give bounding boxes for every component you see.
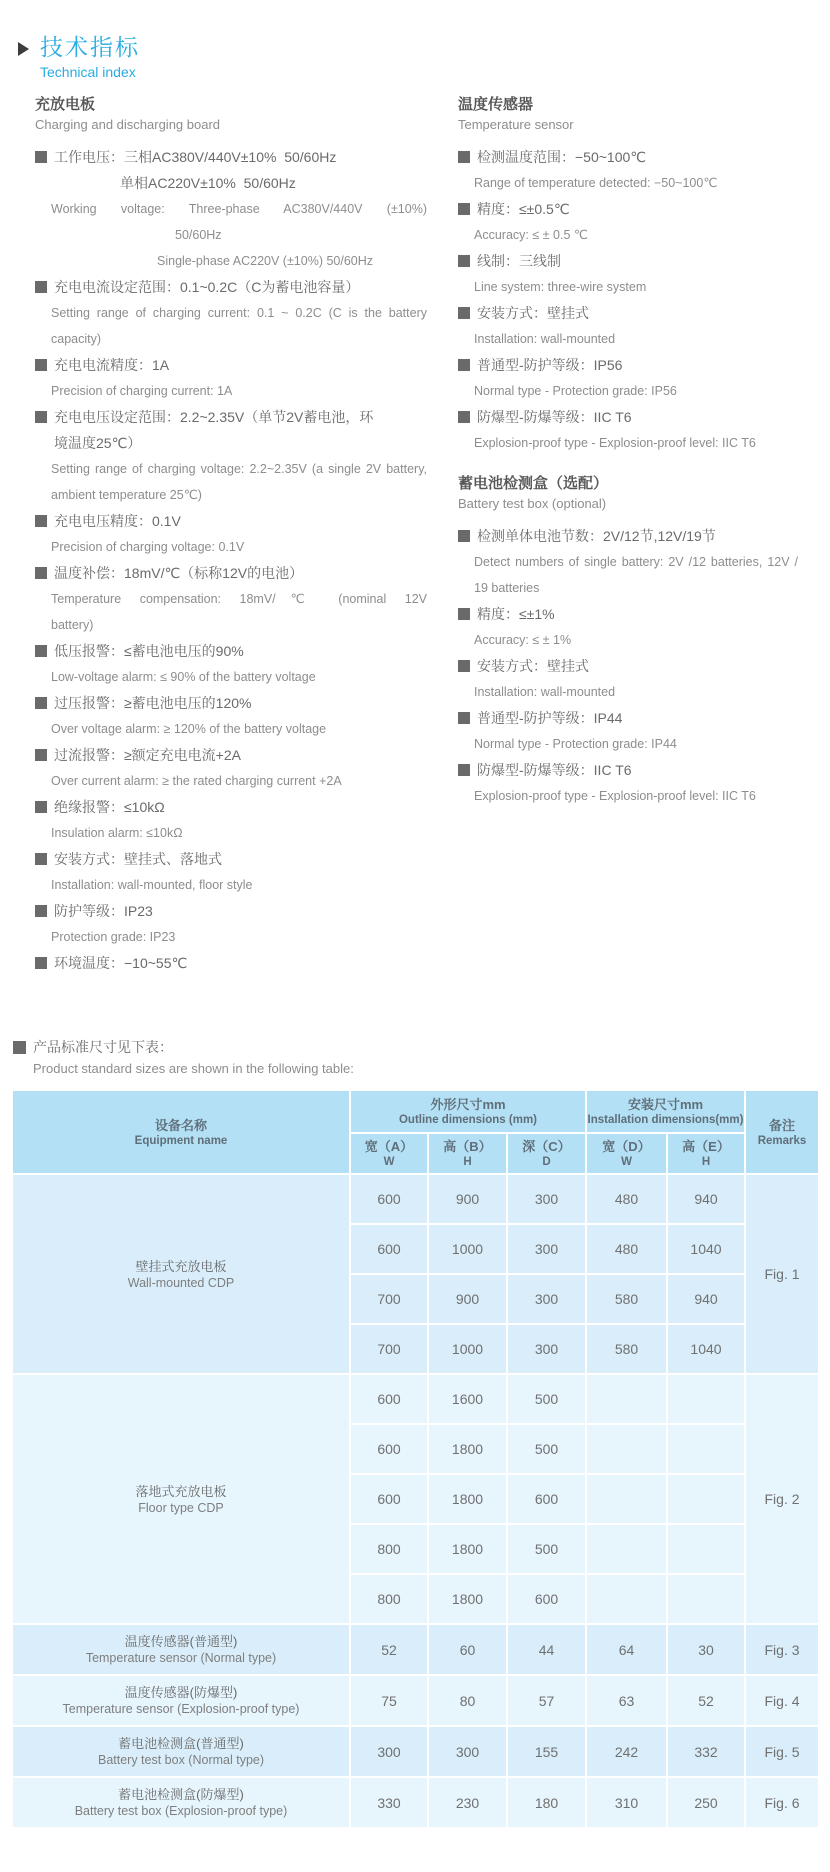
col-header-width-d (586, 1133, 667, 1174)
dim-cell: 480 (586, 1174, 667, 1224)
spec-line (51, 716, 427, 742)
spec-line (51, 300, 427, 352)
dim-cell: 30 (667, 1624, 745, 1675)
col-header-height-e (667, 1133, 745, 1174)
dim-cell: 180 (507, 1777, 586, 1828)
dim-cell: 64 (586, 1624, 667, 1675)
spec-text: Low-voltage alarm: ≤ 90% of the battery voltage (51, 670, 316, 684)
spec-line (51, 456, 427, 508)
col-header-depth-c-en: D (542, 1156, 551, 1168)
dim-cell: 500 (507, 1374, 586, 1424)
bullet-square-icon (35, 515, 47, 527)
dim-cell: 1040 (667, 1324, 745, 1374)
table-row (12, 1374, 819, 1424)
dim-cell: 600 (350, 1224, 428, 1274)
col-header-install (586, 1090, 745, 1133)
table-row (12, 1174, 819, 1224)
dim-cell (586, 1524, 667, 1574)
spec-line (458, 115, 798, 135)
spec-text: Protection grade: IP23 (51, 930, 176, 944)
spec-line (458, 757, 798, 783)
bullet-square-icon (458, 411, 470, 423)
spec-text: 蓄电池检测盒（选配） (458, 475, 609, 492)
page-title: 技术指标 (40, 34, 140, 60)
spec-text: Working voltage: Three-phase AC380V/440V (±10%) (51, 202, 427, 216)
equipment-name-cell (12, 1726, 350, 1777)
dim-cell (667, 1474, 745, 1524)
spec-line (458, 494, 798, 514)
spec-line (51, 612, 427, 638)
dim-cell: 500 (507, 1524, 586, 1574)
spec-text: 充放电板 (35, 96, 96, 113)
bullet-square-icon (458, 203, 470, 215)
col-header-install-en: Installation dimensions(mm) (587, 1114, 744, 1126)
spec-line (458, 248, 798, 274)
equipment-name-zh: 落地式充放电板 (135, 1483, 227, 1499)
spec-line (458, 144, 798, 170)
dim-cell (586, 1374, 667, 1424)
spec-text: 充电电压精度：0.1V (54, 513, 181, 529)
spec-text: Temperature compensation: 18mV/℃ (nominal 12V (51, 592, 427, 606)
dim-cell: 300 (507, 1274, 586, 1324)
page-titles (40, 34, 140, 80)
spec-line (458, 300, 798, 326)
spec-line (51, 820, 427, 846)
spec-text: 环境温度：−10~55℃ (54, 955, 188, 971)
dim-cell: 700 (350, 1324, 428, 1374)
bullet-square-icon (35, 957, 47, 969)
dim-cell: 600 (507, 1574, 586, 1624)
bullet-square-icon (35, 151, 47, 163)
equipment-name-en: Wall-mounted CDP (127, 1275, 235, 1290)
spec-line (35, 115, 427, 135)
spec-text: Installation: wall-mounted (474, 685, 616, 699)
col-header-equipment (12, 1090, 350, 1174)
spec-line (35, 95, 427, 115)
dim-cell: 600 (507, 1474, 586, 1524)
equipment-name-en: Temperature sensor (Explosion-proof type) (62, 1702, 300, 1716)
spec-text: Setting range of charging voltage: 2.2~2.35V (a single 2V battery, ambient temperature 25℃) (51, 462, 427, 502)
equipment-name-cell (12, 1624, 350, 1675)
equipment-name-cell (12, 1174, 350, 1374)
dim-cell: 480 (586, 1224, 667, 1274)
spec-text: Charging and discharging board (35, 117, 221, 132)
dim-cell: 800 (350, 1574, 428, 1624)
dim-cell: 310 (586, 1777, 667, 1828)
remark-cell: Fig. 2 (745, 1374, 819, 1624)
col-header-width-a (350, 1133, 428, 1174)
equipment-name-zh: 蓄电池检测盒(防爆型) (118, 1787, 244, 1802)
spec-text: 50/60Hz (175, 228, 222, 242)
remark-cell: Fig. 4 (745, 1675, 819, 1726)
dim-cell: 230 (428, 1777, 507, 1828)
spec-text: Accuracy: ≤ ± 0.5 ℃ (474, 228, 588, 242)
dim-cell: 1600 (428, 1374, 507, 1424)
spec-text: Insulation alarm: ≤10kΩ (51, 826, 183, 840)
col-header-install-zh: 安装尺寸mm (627, 1097, 704, 1112)
spec-line (51, 586, 427, 612)
dim-cell: 580 (586, 1324, 667, 1374)
spec-line (35, 638, 427, 664)
spec-text: Battery test box (optional) (458, 496, 607, 511)
spec-text: 绝缘报警：≤10kΩ (54, 799, 165, 815)
spec-line (35, 950, 427, 976)
dim-cell: 60 (428, 1624, 507, 1675)
spec-line (120, 170, 427, 196)
spec-text: 精度：≤±0.5℃ (477, 201, 570, 217)
spec-line (175, 222, 427, 248)
spec-text: Single-phase AC220V (±10%) 50/60Hz (157, 254, 374, 268)
spec-text: 检测单体电池节数：2V/12节,12V/19节 (477, 528, 716, 544)
dim-cell: 600 (350, 1374, 428, 1424)
dim-cell: 580 (586, 1274, 667, 1324)
spec-text: 工作电压：三相AC380V/440V±10% 50/60Hz (54, 149, 337, 165)
bullet-square-icon (458, 764, 470, 776)
bullet-square-icon (458, 660, 470, 672)
bullet-square-icon (458, 530, 470, 542)
bullet-square-icon (35, 359, 47, 371)
spec-text: 安装方式：壁挂式 (477, 305, 589, 321)
table-row (12, 1777, 819, 1828)
dim-cell: 1800 (428, 1524, 507, 1574)
bullet-square-icon (458, 151, 470, 163)
dim-cell (667, 1524, 745, 1574)
dim-cell (586, 1474, 667, 1524)
col-header-outline (350, 1090, 586, 1133)
spec-text: 温度补偿：18mV/℃（标称12V的电池） (54, 565, 304, 581)
spec-line (458, 196, 798, 222)
spec-text: Over voltage alarm: ≥ 120% of the battery voltage (51, 722, 327, 736)
bullet-square-icon (35, 567, 47, 579)
spec-text: 普通型-防护等级：IP44 (477, 710, 623, 726)
remark-cell: Fig. 3 (745, 1624, 819, 1675)
dim-cell: 700 (350, 1274, 428, 1324)
dim-cell: 940 (667, 1274, 745, 1324)
spec-line (458, 601, 798, 627)
dim-cell: 940 (667, 1174, 745, 1224)
spec-text: 充电电流精度：1A (54, 357, 170, 373)
equipment-name-cell (12, 1777, 350, 1828)
dim-cell: 52 (667, 1675, 745, 1726)
spec-text: Installation: wall-mounted, floor style (51, 878, 253, 892)
dim-cell: 1040 (667, 1224, 745, 1274)
page-header (18, 34, 140, 80)
spec-line (474, 326, 798, 352)
dim-cell: 332 (667, 1726, 745, 1777)
dim-cell: 300 (507, 1324, 586, 1374)
spec-text: 过流报警：≥额定充电电流+2A (54, 747, 241, 763)
spec-line (54, 430, 427, 456)
spec-column-right (458, 95, 798, 809)
dim-cell (667, 1374, 745, 1424)
col-header-remarks-zh: 备注 (769, 1117, 796, 1133)
dim-cell: 800 (350, 1524, 428, 1574)
bullet-square-icon (35, 281, 47, 293)
spec-line (35, 508, 427, 534)
equipment-name-cell (12, 1675, 350, 1726)
col-header-width-a-zh: 宽（A） (364, 1139, 414, 1154)
equipment-name-en: Battery test box (Explosion-proof type) (74, 1804, 288, 1818)
spec-text: 防爆型-防爆等级：IIC T6 (477, 409, 632, 425)
spec-line (35, 898, 427, 924)
page-subtitle: Technical index (40, 64, 136, 80)
bullet-square-icon (35, 645, 47, 657)
dim-cell: 242 (586, 1726, 667, 1777)
spec-line (458, 523, 798, 549)
equipment-name-en: Battery test box (Normal type) (97, 1753, 265, 1767)
spec-line (458, 404, 798, 430)
dim-cell (667, 1424, 745, 1474)
dim-cell: 80 (428, 1675, 507, 1726)
dim-cell: 75 (350, 1675, 428, 1726)
equipment-name-cell (12, 1374, 350, 1624)
spec-text: Explosion-proof type - Explosion-proof level: IIC T6 (474, 789, 756, 803)
col-header-height-b-zh: 高（B） (443, 1139, 492, 1154)
bullet-square-icon (458, 608, 470, 620)
dim-cell: 600 (350, 1474, 428, 1524)
spec-text: 单相AC220V±10% 50/60Hz (120, 175, 296, 191)
dim-cell: 1800 (428, 1574, 507, 1624)
spec-text: Temperature sensor (458, 117, 574, 132)
col-header-equipment-zh: 设备名称 (154, 1117, 207, 1133)
spec-line (474, 783, 798, 809)
section-arrow-icon (18, 42, 29, 56)
spec-line (35, 846, 427, 872)
spec-text: 安装方式：壁挂式 (477, 658, 589, 674)
col-header-height-b-en: H (463, 1156, 472, 1168)
equipment-name-zh: 温度传感器(防爆型) (124, 1685, 238, 1700)
spec-text: 精度：≤±1% (477, 606, 555, 622)
dim-cell: 52 (350, 1624, 428, 1675)
dim-cell: 500 (507, 1424, 586, 1474)
col-header-width-d-en: W (621, 1156, 632, 1168)
table-row (12, 1726, 819, 1777)
spec-line (157, 248, 427, 274)
bullet-square-icon (35, 697, 47, 709)
spec-line (474, 731, 798, 757)
bullet-square-icon (458, 307, 470, 319)
spec-line (51, 196, 427, 222)
spec-line (35, 144, 427, 170)
spec-line (35, 274, 427, 300)
col-header-outline-zh: 外形尺寸mm (430, 1097, 506, 1112)
spec-line (51, 534, 427, 560)
col-header-equipment-en: Equipment name (134, 1134, 228, 1147)
dim-cell: 300 (507, 1174, 586, 1224)
equipment-name-zh: 壁挂式充放电板 (135, 1258, 227, 1274)
spec-text: Normal type - Protection grade: IP44 (474, 737, 677, 751)
spec-text: 安装方式：壁挂式、落地式 (54, 851, 222, 867)
spec-text: 充电电压设定范围：2.2~2.35V（单节2V蓄电池，环 (54, 409, 374, 425)
bullet-square-icon (35, 905, 47, 917)
spec-line (474, 627, 798, 653)
spec-text: Over current alarm: ≥ the rated charging current +2A (51, 774, 342, 788)
bullet-square-icon (458, 359, 470, 371)
spec-line (35, 352, 427, 378)
equipment-name-en: Floor type CDP (138, 1500, 224, 1515)
bullet-square-icon (35, 853, 47, 865)
spec-text: 防爆型-防爆等级：IIC T6 (477, 762, 632, 778)
dim-cell (667, 1574, 745, 1624)
dim-cell (586, 1424, 667, 1474)
col-header-height-e-en: H (701, 1156, 711, 1168)
spec-text: 检测温度范围：−50~100℃ (477, 149, 647, 165)
spec-line (474, 679, 798, 705)
bullet-square-icon (13, 1041, 26, 1054)
spec-text: battery) (51, 618, 94, 632)
bullet-square-icon (35, 749, 47, 761)
col-header-width-a-en: W (383, 1156, 395, 1168)
col-header-width-d-zh: 宽（D） (602, 1139, 651, 1154)
col-header-remarks-en: Remarks (757, 1134, 807, 1147)
bullet-square-icon (35, 801, 47, 813)
dim-cell: 155 (507, 1726, 586, 1777)
table-intro-zh-text: 产品标准尺寸见下表： (33, 1039, 173, 1055)
spec-line (474, 222, 798, 248)
dim-cell: 600 (350, 1174, 428, 1224)
dim-cell: 1800 (428, 1424, 507, 1474)
col-header-depth-c-zh: 深（C） (522, 1139, 571, 1154)
dim-cell: 600 (350, 1424, 428, 1474)
col-header-height-b (428, 1133, 507, 1174)
bullet-square-icon (458, 255, 470, 267)
dim-cell: 1800 (428, 1474, 507, 1524)
spec-text: Precision of charging voltage: 0.1V (51, 540, 245, 554)
spec-line (51, 872, 427, 898)
spec-line (458, 352, 798, 378)
spec-text: Normal type - Protection grade: IP56 (474, 384, 677, 398)
equipment-name-en: Temperature sensor (Normal type) (85, 1651, 277, 1665)
col-header-depth-c (507, 1133, 586, 1174)
bullet-square-icon (458, 712, 470, 724)
spec-text: Precision of charging current: 1A (51, 384, 233, 398)
spec-text: Detect numbers of single battery: 2V /12 batteries, 12V / 19 batteries (474, 555, 798, 595)
spec-line (35, 690, 427, 716)
dim-cell: 300 (350, 1726, 428, 1777)
spec-line (35, 560, 427, 586)
dim-cell: 44 (507, 1624, 586, 1675)
spec-line (474, 378, 798, 404)
spec-line (458, 705, 798, 731)
spec-line (458, 653, 798, 679)
spec-line (474, 549, 798, 601)
equipment-name-zh: 蓄电池检测盒(普通型) (118, 1736, 244, 1751)
spec-text: 充电电流设定范围：0.1~0.2C（C为蓄电池容量） (54, 279, 360, 295)
spec-text: 温度传感器 (458, 96, 534, 113)
dim-cell: 63 (586, 1675, 667, 1726)
dim-cell: 1000 (428, 1324, 507, 1374)
dim-cell (586, 1574, 667, 1624)
spec-text: 境温度25℃） (54, 435, 142, 451)
col-header-remarks (745, 1090, 819, 1174)
col-header-outline-en: Outline dimensions (mm) (398, 1114, 537, 1126)
spec-line (51, 924, 427, 950)
spec-line (35, 794, 427, 820)
bullet-square-icon (35, 411, 47, 423)
spec-text: Range of temperature detected: −50~100℃ (474, 176, 718, 190)
spec-text: Explosion-proof type - Explosion-proof level: IIC T6 (474, 436, 756, 450)
spec-line (51, 768, 427, 794)
spec-text: 线制：三线制 (477, 253, 561, 269)
spec-line (458, 95, 798, 115)
spec-text: Setting range of charging current: 0.1 ~ 0.2C (C is the battery capacity) (51, 306, 427, 346)
table-row (12, 1624, 819, 1675)
spec-text: Installation: wall-mounted (474, 332, 616, 346)
spec-line (51, 664, 427, 690)
col-header-height-e-zh: 高（E） (682, 1139, 730, 1154)
remark-cell: Fig. 6 (745, 1777, 819, 1828)
remark-cell: Fig. 5 (745, 1726, 819, 1777)
table-intro-zh (13, 1036, 533, 1058)
spec-line (51, 378, 427, 404)
dim-cell: 330 (350, 1777, 428, 1828)
spec-line (458, 474, 798, 494)
dim-cell: 300 (428, 1726, 507, 1777)
spec-text: 过压报警：≥蓄电池电压的120% (54, 695, 252, 711)
spec-text: 低压报警：≤蓄电池电压的90% (54, 643, 244, 659)
size-table (11, 1089, 820, 1829)
spec-line (35, 404, 427, 430)
spec-line (474, 430, 798, 456)
table-row (12, 1675, 819, 1726)
equipment-name-zh: 温度传感器(普通型) (124, 1634, 238, 1649)
spec-column-left (35, 95, 427, 976)
remark-cell: Fig. 1 (745, 1174, 819, 1374)
dim-cell: 1000 (428, 1224, 507, 1274)
dim-cell: 300 (507, 1224, 586, 1274)
dim-cell: 250 (667, 1777, 745, 1828)
table-intro (13, 1036, 533, 1080)
dim-cell: 900 (428, 1274, 507, 1324)
spec-text: 普通型-防护等级：IP56 (477, 357, 623, 373)
dim-cell: 57 (507, 1675, 586, 1726)
spec-text: Line system: three-wire system (474, 280, 647, 294)
table-intro-en: Product standard sizes are shown in the following table: (33, 1061, 354, 1076)
spec-line (35, 742, 427, 768)
spec-line (474, 170, 798, 196)
dim-cell: 900 (428, 1174, 507, 1224)
spec-text: 防护等级：IP23 (54, 903, 153, 919)
spec-text: Accuracy: ≤ ± 1% (474, 633, 572, 647)
spec-line (474, 274, 798, 300)
